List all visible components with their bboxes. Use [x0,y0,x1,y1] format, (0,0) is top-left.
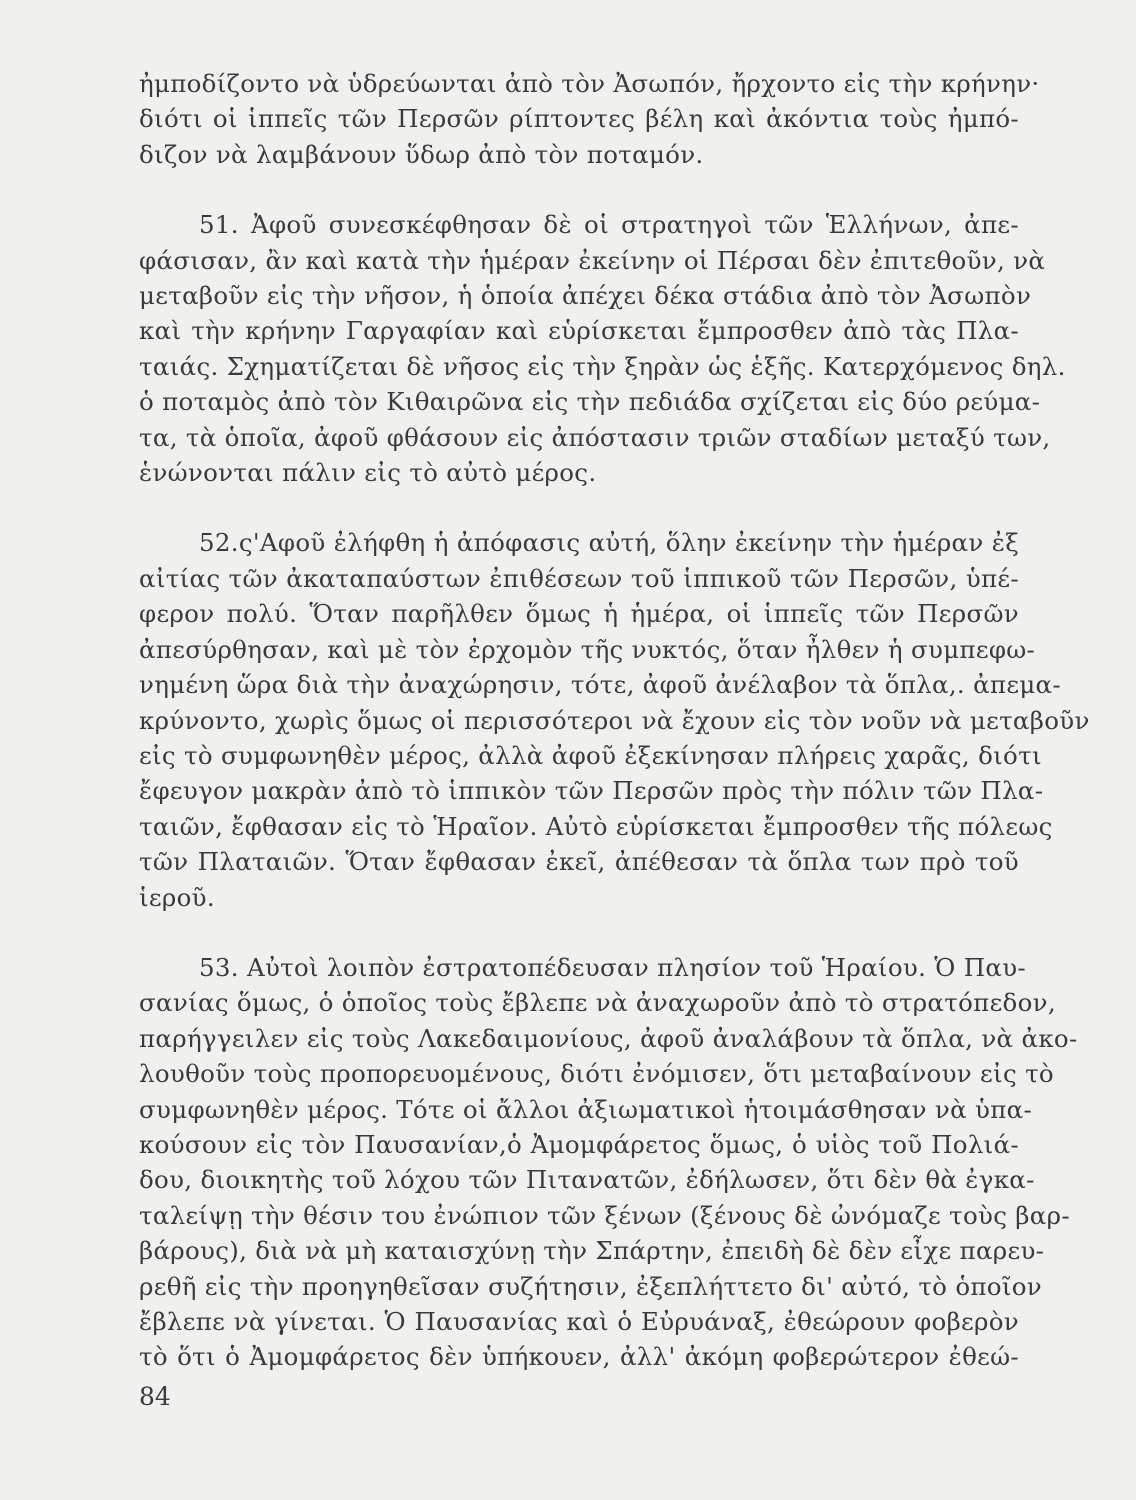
text-line: ἔβλεπε νὰ γίνεται. Ὁ Παυσανίας καὶ ὁ Εὐρυάναξ, ἐθεώρουν φοβερὸν [139,1307,1019,1336]
paragraph-continuation [139,66,1040,172]
text-line: ρεθῆ εἰς τὴν προηγηθεῖσαν συζήτησιν, ἐξεπλήττετο δι' αὐτό, τὸ ὁποῖον [139,1271,1042,1301]
text-line: ὁ ποταμὸς ἀπὸ τὸν Κιθαιρῶνα εἰς τὴν πεδιάδα σχίζεται εἰς δύο ρεύμα- [139,387,1041,417]
paragraph-gap [139,172,1019,207]
text-line: λουθοῦν τοὺς προπορευομένους, διότι ἐνόμισεν, ὅτι μεταβαίνουν εἰς τὸ [139,1059,1054,1089]
text-line: συμφωνηθὲν μέρος. Τότε οἱ ἄλλοι ἀξιωματικοὶ ἡτοιμάσθησαν νὰ ὑπα- [139,1094,1033,1124]
text-line: αἰτίας τῶν ἀκαταπαύστων ἐπιθέσεων τοῦ ἱππικοῦ τῶν Περσῶν, ὑπέ- [139,563,1019,593]
paragraph-52 [139,525,1090,914]
text-line: ἱεροῦ. [139,882,215,912]
text-line: φάσισαν, ἂν καὶ κατὰ τὴν ἡμέραν ἐκείνην οἱ Πέρσαι δὲν ἐπιτεθοῦν, νὰ [139,245,1046,275]
paragraph-gap [139,915,1019,950]
text-line: κρύνοντο, χωρὶς ὅμως οἱ περισσότεροι νὰ ἔχουν εἰς τὸν νοῦν νὰ μεταβοῦν [139,705,1090,735]
paragraph-gap [139,490,1019,525]
text-line: τὸ ὅτι ὁ Ἀμομφάρετος δὲν ὑπήκουεν, ἀλλ' ἀκόμη φοβερώτερον ἐθεώ- [139,1342,1019,1372]
text-line: τα, τὰ ὁποῖα, ἀφοῦ φθάσουν εἰς ἀπόστασιν τριῶν σταδίων μεταξύ των, [139,422,1051,452]
text-line: δου, διοικητὴς τοῦ λόχου τῶν Πιτανατῶν, ἐδήλωσεν, ὅτι δὲν θὰ ἐγκα- [139,1165,1035,1195]
text-line: σανίας ὅμως, ὁ ὁποῖος τοὺς ἔβλεπε νὰ ἀναχωροῦν ἀπὸ τὸ στρατόπεδον, [139,988,1056,1018]
text-line: μεταβοῦν εἰς τὴν νῆσον, ἡ ὁποία ἀπέχει δέκα στάδια ἀπὸ τὸν Ἀσωπὸν [139,281,1032,311]
text-line: ἑνώνονται πάλιν εἰς τὸ αὐτὸ μέρος. [139,458,597,488]
text-line: βάρους), διὰ νὰ μὴ καταισχύνῃ τὴν Σπάρτην, ἐπειδὴ δὲ δὲν εἶχε παρευ- [139,1236,1045,1266]
text-line: καὶ τὴν κρήνην Γαργαφίαν καὶ εὑρίσκεται ἔμπροσθεν ἀπὸ τὰς Πλα- [139,316,1019,346]
text-line: διότι οἱ ἱππεῖς τῶν Περσῶν ρίπτοντες βέλη καὶ ἀκόντια τοὺς ἠμπό- [139,104,1019,134]
text-line: ἠμποδίζοντο νὰ ὑδρεύωνται ἀπὸ τὸν Ἀσωπόν, ἤρχοντο εἰς τὴν κρήνην· [139,69,1040,98]
text-line: 53. Αὐτοὶ λοιπὸν ἐστρατοπέδευσαν πλησίον τοῦ Ἡραίου. Ὁ Παυ- [199,952,1026,982]
text-line: νημένη ὥρα διὰ τὴν ἀναχώρησιν, τότε, ἀφοῦ ἀνέλαβον τὰ ὅπλα,. ἀπεμα- [139,670,1061,700]
text-line: ταιῶν, ἔφθασαν εἰς τὸ Ἡραῖον. Αὐτὸ εὑρίσκεται ἔμπροσθεν τῆς πόλεως [139,811,1053,841]
text-line: κούσουν εἰς τὸν Παυσανίαν,ὁ Ἀμομφάρετος ὅμως, ὁ υἱὸς τοῦ Πολιά- [139,1129,1019,1159]
paragraph-53 [139,950,1078,1375]
text-line: ἀπεσύρθησαν, καὶ μὲ τὸν ἐρχομὸν τῆς νυκτός, ὅταν ἦλθεν ἡ συμπεφω- [139,634,1036,664]
text-line: παρήγγειλεν εἰς τοὺς Λακεδαιμονίους, ἀφοῦ ἀναλάβουν τὰ ὅπλα, νὰ ἀκο- [139,1023,1078,1053]
text-line: ταλείψῃ τὴν θέσιν του ἐνώπιον τῶν ξένων (ξένους δὲ ὠνόμαζε τοὺς βαρ- [139,1200,1070,1230]
page-number: 84 [139,1382,171,1411]
text-line: διζον νὰ λαμβάνουν ὕδωρ ἀπὸ τὸν ποταμόν. [139,139,704,169]
text-line: ταιάς. Σχηματίζεται δὲ νῆσος εἰς τὴν ξηρὰν ὡς ἑξῆς. Κατερχόμενος δηλ. [139,351,1066,381]
text-line: 51. Ἀφοῦ συνεσκέφθησαν δὲ οἱ στρατηγοὶ τῶν Ἑλλήνων, ἀπε- [199,210,1019,240]
text-line: εἰς τὸ συμφωνηθὲν μέρος, ἀλλὰ ἀφοῦ ἐξεκίνησαν πλήρεις χαρᾶς, διότι [139,740,1042,770]
paragraph-51 [139,207,1066,490]
text-line: 52.ς'Αφοῦ ἐλήφθη ἡ ἀπόφασις αὐτή, ὅλην ἐκείνην τὴν ἡμέραν ἐξ [199,528,1019,558]
text-line: τῶν Πλαταιῶν. Ὅταν ἔφθασαν ἐκεῖ, ἀπέθεσαν τὰ ὅπλα των πρὸ τοῦ [139,847,1019,877]
body-text [139,66,1090,1375]
text-line: φερον πολύ. Ὅταν παρῆλθεν ὅμως ἡ ἡμέρα, οἱ ἱππεῖς τῶν Περσῶν [139,599,1019,629]
text-line: ἔφευγον μακρὰν ἀπὸ τὸ ἱππικὸν τῶν Περσῶν πρὸς τὴν πόλιν τῶν Πλα- [139,776,1044,806]
